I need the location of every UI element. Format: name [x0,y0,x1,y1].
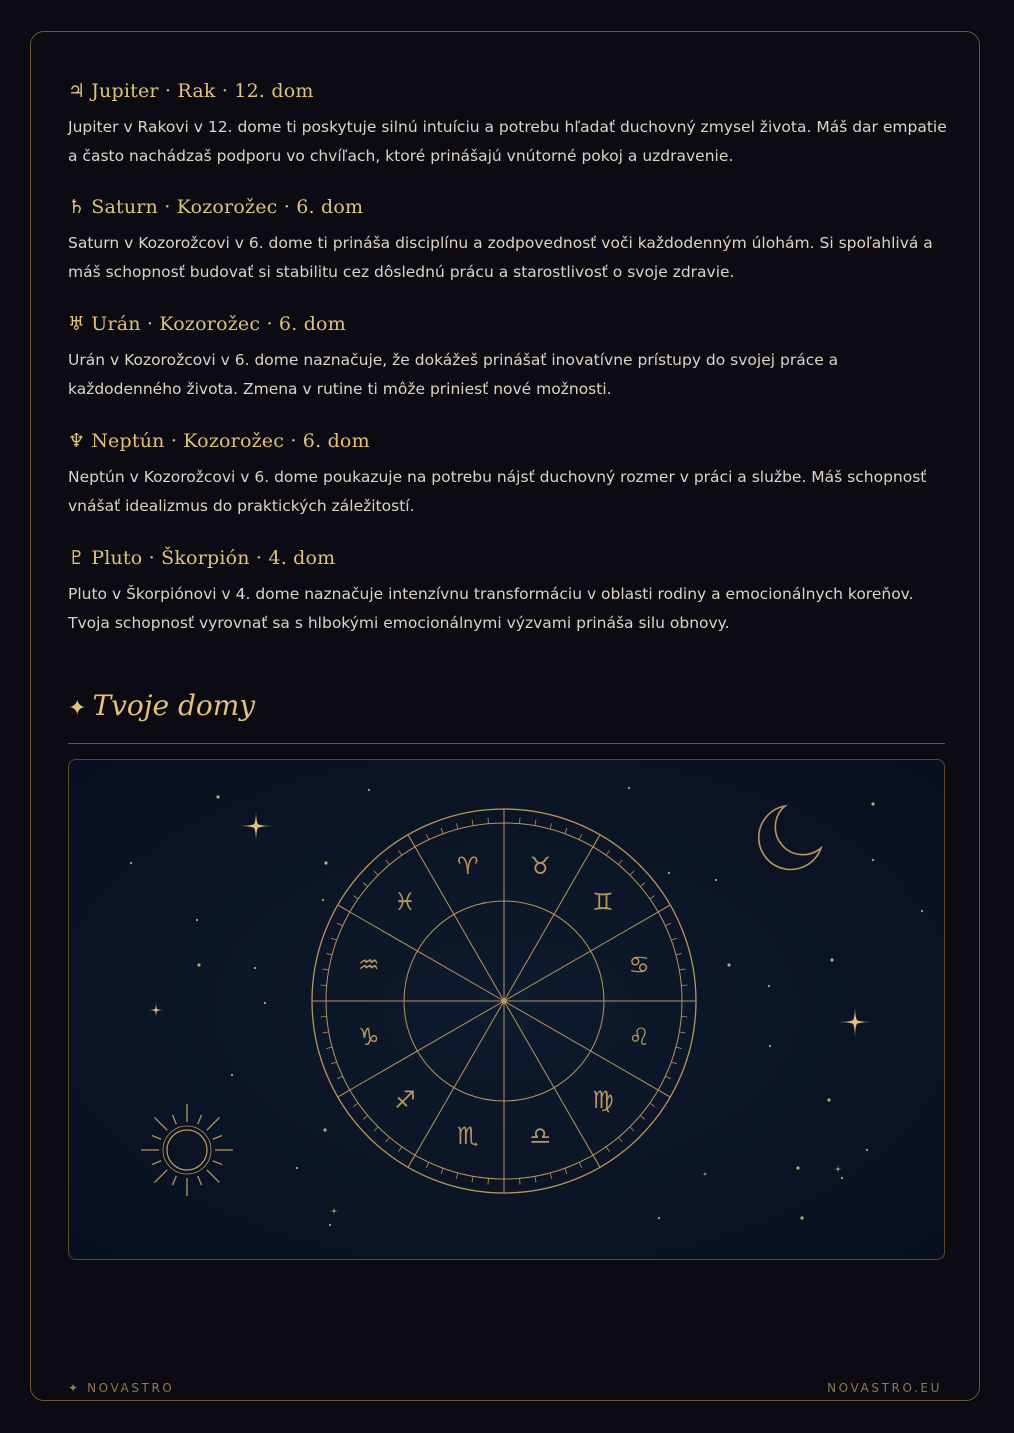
star-dot [231,1074,233,1076]
cancer-icon: ♋︎ [628,950,650,979]
house-spoke [504,1001,600,1167]
star-dot [727,963,730,966]
house-spoke [408,1001,504,1167]
zodiac-wheel-illustration [68,759,945,1260]
sparkle-star-icon [239,809,273,843]
wheel-tick [331,1062,337,1064]
star-dot [196,919,198,921]
star-dot [668,872,670,874]
planet-description: Urán v Kozorožcovi v 6. dome naznačuje, že dokážeš prinášať inovatívne prístupy do svojej práce a každodenného života. Zmena v rutine ti môže priniesť nové možnosti. [68,351,839,398]
wheel-tick [337,1076,342,1079]
star-dot [921,910,923,912]
sun-ray [172,1115,176,1124]
wheel-tick [363,1115,368,1119]
planet-description: Pluto v Škorpiónovi v 4. dome naznačuje intenzívnu transformáciu v oblasti rodiny a emocionálnych koreňov. Tvoja schopnosť vyrovnať sa s hlbokými emocionálnymi výzvami prináša silu obnovy. [68,585,914,632]
star-dot [715,879,717,881]
wheel-tick [426,834,429,839]
houses-heading-text: Tvoje domy [92,689,256,722]
wheel-tick [398,1147,401,1152]
wheel-tick [472,820,473,826]
zodiac-wheel-svg [69,760,945,1260]
wheel-tick [679,1032,685,1033]
wheel-tick [676,953,682,955]
sagittarius-icon: ♐︎ [394,1085,416,1114]
wheel-center-dot [501,998,507,1004]
star-dot [658,1217,660,1219]
wheel-tick [337,923,342,926]
sun-ray [213,1161,222,1165]
star-dot [296,1167,298,1169]
wheel-tick [353,1103,358,1106]
footer-brand: ✦ NOVASTRO [68,1381,175,1395]
pisces-icon: ♓︎ [394,888,416,917]
sparkle-star-icon [147,1001,165,1019]
wheel-tick [665,923,670,926]
house-spoke [504,835,600,1001]
star-dot [322,899,324,901]
sparkle-star-icon [833,1164,843,1174]
wheel-tick [326,1047,332,1049]
star-dot [216,795,219,798]
star-dot [827,1098,830,1101]
wheel-tick [630,871,634,875]
wheel-tick [671,1062,677,1064]
wheel-tick [353,895,358,898]
sun-ray [172,1176,176,1185]
planet-title [68,311,948,337]
wheel-tick [640,883,645,887]
wheel-tick [321,985,327,986]
wheel-tick [550,823,552,829]
planet-title [68,78,948,104]
wheel-tick [374,871,378,875]
wheel-tick [426,1162,429,1167]
star-dot [368,789,370,791]
star-dot [866,1149,868,1151]
planet-title-text: Neptún · Kozorožec · 6. dom [91,430,370,452]
wheel-tick [606,1147,609,1152]
wheel-tick [441,1168,443,1174]
wheel-tick [488,818,489,824]
sun-ray [154,1117,167,1130]
planet-title-text: Pluto · Škorpión · 4. dom [91,547,336,569]
star-dot [329,1224,331,1226]
wheel-tick [456,1173,458,1179]
wheel-tick [441,828,443,834]
wheel-tick [618,860,622,865]
wheel-tick [676,1047,682,1049]
star-dot [872,859,874,861]
star-dot [264,1002,266,1004]
wheel-tick [565,1168,567,1174]
wheel-tick [323,969,329,970]
wheel-tick [681,985,687,986]
star-dot [871,802,874,805]
wheel-tick [374,1127,378,1131]
wheel-tick [650,1103,655,1106]
sun-ray [152,1135,161,1139]
planet-description: Neptún v Kozorožcovi v 6. dome poukazuje na potrebu nájsť duchovný rozmer v práci a službe. Máš schopnosť vnášať idealizmus do praktických záležitostí. [68,468,927,515]
sun-ray [198,1176,202,1185]
star-dot [830,958,833,961]
sun-icon [141,1104,233,1196]
star-dot [323,1128,326,1131]
wheel-tick [671,938,677,940]
wheel-tick [665,1076,670,1079]
wheel-tick [650,895,655,898]
star-dot [197,963,200,966]
star-dot [841,1177,843,1179]
sun-ray [207,1117,220,1130]
star-dot [130,862,132,864]
wheel-tick [630,1127,634,1131]
planet-uranus [68,311,948,404]
uranus-icon: ♅ [68,313,86,335]
sun-ray [152,1161,161,1165]
planet-title-text: Jupiter · Rak · 12. dom [91,80,314,102]
planet-jupiter [68,78,948,171]
star-dot [800,1216,803,1219]
star-dot [768,985,770,987]
wheel-tick [535,1176,536,1182]
planet-description: Jupiter v Rakovi v 12. dome ti poskytuje silnú intuíciu a potrebu hľadať duchovný zmysel života. Máš dar empatie a často nachádzaš podporu vo chvíľach, ktoré prinášajú vnútorné pokoj a uzdravenie. [68,118,947,165]
wheel-tick [323,1032,329,1033]
leo-icon: ♌︎ [628,1023,650,1052]
wheel-tick [535,820,536,826]
footer-website-link[interactable]: NOVASTRO.EU [827,1381,942,1395]
sun-ray [207,1170,220,1183]
wheel-tick [386,860,390,865]
wheel-tick [321,1017,327,1018]
star-dot [254,967,256,969]
planet-description: Saturn v Kozorožcovi v 6. dome ti prináša disciplínu a zodpovednosť voči každodenným úlohám. Si spoľahlivá a máš schopnosť budovať si stabilitu cez dôslednú prácu a starostlivosť o svoje zdravie. [68,234,933,281]
planet-title-text: Saturn · Kozorožec · 6. dom [91,196,364,218]
pluto-icon: ♇ [68,547,86,569]
section-divider [68,743,945,744]
wheel-tick [520,818,521,824]
sparkle-star-icon [329,1206,339,1216]
jupiter-icon: ♃ [68,80,86,102]
wheel-tick [326,953,332,955]
gemini-icon: ♊︎ [592,888,614,917]
moon-icon [759,806,821,869]
sun-ray [213,1135,222,1139]
scorpio-icon: ♏︎ [457,1122,479,1151]
wheel-tick [472,1176,473,1182]
saturn-icon: ♄ [68,196,86,218]
sparkle-star-icon [838,1005,872,1039]
wheel-tick [550,1173,552,1179]
planet-pluto [68,545,948,638]
taurus-icon: ♉︎ [529,851,551,880]
aquarius-icon: ♒︎ [358,950,380,979]
wheel-tick [579,834,582,839]
planet-neptune [68,428,948,521]
wheel-tick [398,850,401,855]
wheel-tick [363,883,368,887]
planet-title [68,428,948,454]
capricorn-icon: ♑︎ [358,1023,380,1052]
planet-saturn [68,194,948,287]
wheel-tick [640,1115,645,1119]
wheel-tick [331,938,337,940]
aries-icon: ♈︎ [457,851,479,880]
wheel-tick [579,1162,582,1167]
star-dot [796,1166,799,1169]
libra-icon: ♎︎ [529,1122,551,1151]
wheel-tick [618,1137,622,1142]
wheel-tick [606,850,609,855]
wheel-tick [488,1178,489,1184]
sparkle-star-icon [701,1170,709,1178]
wheel-tick [679,969,685,970]
wheel-tick [565,828,567,834]
star-dot [769,1045,771,1047]
star-dot [324,861,327,864]
sparkle-icon: ✦ [68,696,87,721]
wheel-tick [681,1017,687,1018]
sun-ray [154,1170,167,1183]
neptune-icon: ♆ [68,430,86,452]
house-spoke [408,835,504,1001]
wheel-tick [456,823,458,829]
planet-title [68,194,948,220]
sun-ray [198,1115,202,1124]
wheel-tick [520,1178,521,1184]
planet-title [68,545,948,571]
planet-title-text: Urán · Kozorožec · 6. dom [91,313,346,335]
star-dot [628,787,630,789]
wheel-tick [386,1137,390,1142]
virgo-icon: ♍︎ [592,1085,614,1114]
houses-heading [68,686,255,729]
